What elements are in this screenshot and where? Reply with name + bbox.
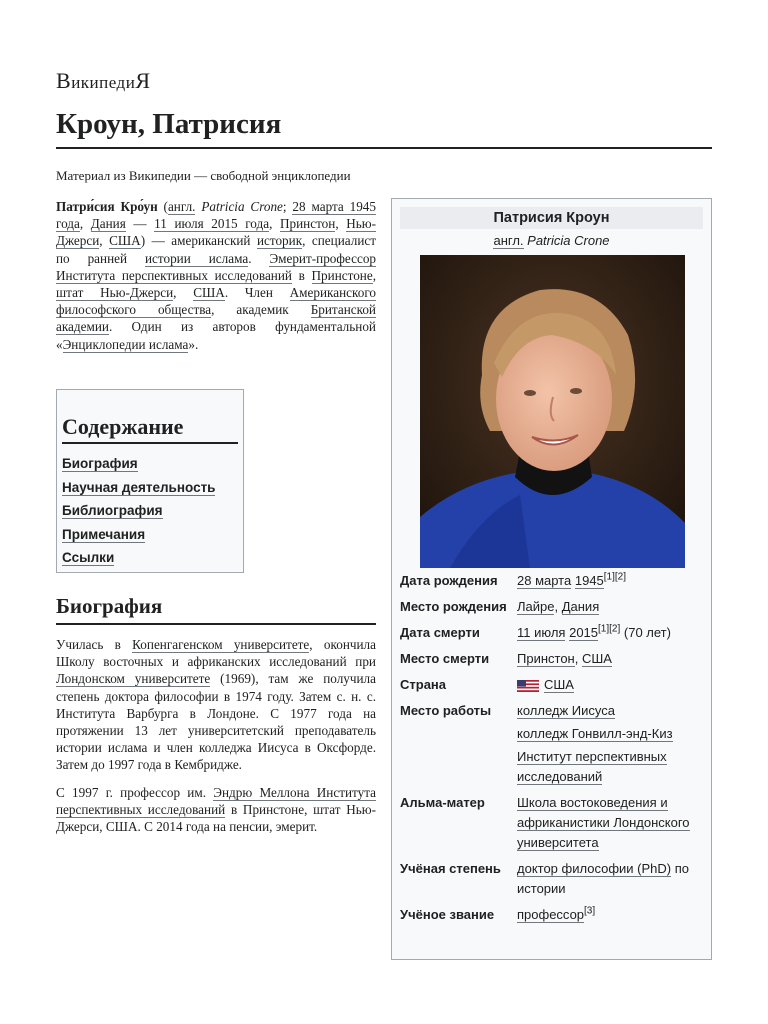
infobox-death-year-link[interactable]: 2015 [569, 625, 599, 640]
encyclopedia-link[interactable]: Энциклопедии ислама [62, 336, 189, 352]
toc-item-bibliography[interactable]: Библиография [62, 503, 163, 518]
infobox-title: Патрисия Кроун [400, 207, 703, 229]
infobox-row-rank: Учёное звание профессор[3] [400, 905, 596, 922]
english-name: Patricia Crone [201, 199, 283, 214]
wikipedia-wordmark[interactable]: ВикипедиЯ [56, 68, 151, 93]
usa-link[interactable]: США [193, 285, 225, 301]
institute-link[interactable]: Института перспективных исследований [56, 267, 292, 283]
subject-name: Патри́сия Кро́ун [56, 199, 158, 214]
infobox-row-work: Место работы колледж Иисуса колледж Гонвилл-энд-Киз Институт перспективных исследований [400, 703, 673, 784]
birth-date-link[interactable]: 28 марта 1945 года [56, 199, 376, 232]
infobox-rows [400, 571, 705, 931]
death-date-link[interactable]: 11 июля 2015 года [154, 216, 270, 232]
infobox-work-3[interactable]: Институт перспективных исследований [517, 749, 667, 784]
lead-paragraph: Патри́сия Кро́ун (англ. Patricia Crone; 28 марта 1945 года, Дания — 11 июля 2015 года, Принстон, Нью-Джерси, США) — американский историк, специалист по ранней истории ислама. Эмерит-профессор Института перспективных исследований в Принстоне, штат Нью-Джерси, США. Член Американского философского общества, академик Британской академии. Один из авторов фундаментальной «Энциклопедии ислама». [56, 199, 377, 352]
biography-paragraph-2: С 1997 г. профессор им. Эндрю Меллона Института перспективных исследований в Принстоне, штат Нью-Джерси, США. С 2014 года на пенсии, эмерит. [56, 784, 377, 835]
infobox-row-birth-date: Дата рождения 28 марта 1945[1][2] [400, 571, 627, 588]
infobox-row-death-place: Место смерти Принстон, США [400, 651, 612, 666]
infobox [391, 198, 712, 960]
infobox-birth-place-1[interactable]: Лайре [517, 599, 555, 614]
infobox-death-place-2[interactable]: США [581, 651, 612, 666]
infobox-birth-date-link[interactable]: 28 марта [517, 573, 572, 588]
infobox-work-2[interactable]: колледж Гонвилл-энд-Киз [517, 726, 673, 741]
rank-ref[interactable]: [3] [584, 905, 596, 917]
british-academy-link[interactable]: Британской академии [56, 302, 376, 335]
copenhagen-link[interactable]: Копенгагенском университете [132, 637, 310, 652]
infobox-degree-link[interactable]: доктор философии (PhD) [517, 861, 672, 876]
infobox-country-link[interactable]: США [544, 677, 574, 692]
infobox-work-1[interactable]: колледж Иисуса [517, 703, 615, 718]
nj-link[interactable]: штат Нью-Джерси [56, 285, 174, 301]
death-city-link[interactable]: Принстон [279, 216, 336, 232]
biography-paragraph-1: Училась в Копенгагенском университете, окончила Школу восточных и африканских исследований при Лондонском университете (1969), там же получила степень доктора философии в 1974 году. Затем с. н. с. Института Варбурга в Лондоне. С 1977 года на протяжении 13 лет университетский преподаватель истории ислама и член колледжа Иисуса в Оксфорде. Затем до 1997 года в Кембридже. [56, 637, 376, 773]
biography-text [56, 636, 376, 845]
section-heading-biography: Биография [56, 594, 376, 625]
page-tagline: Материал из Википедии — свободной энциклопедии [56, 168, 351, 183]
infobox-row-degree: Учёная степень доктор философии (PhD) по истории [400, 861, 690, 896]
infobox-rank-link[interactable]: профессор [517, 907, 585, 922]
infobox-birth-year-link[interactable]: 1945 [574, 573, 604, 588]
infobox-row-country: Страна США [400, 677, 574, 692]
aps-link[interactable]: Американского философского общества [56, 285, 376, 318]
london-university-link[interactable]: Лондонском университете [56, 671, 211, 687]
death-refs[interactable]: [1][2] [598, 623, 621, 635]
infobox-death-date-link[interactable]: 11 июля [517, 625, 566, 640]
infobox-death-place-1[interactable]: Принстон [517, 651, 575, 666]
table-of-contents [56, 389, 244, 573]
infobox-row-alma-mater: Альма-матер Школа востоковедения и африканистики Лондонского университета [400, 795, 690, 850]
islam-history-link[interactable]: истории ислама [145, 250, 249, 266]
birth-place-link[interactable]: Дания [90, 216, 126, 232]
infobox-subtitle: англ. Patricia Crone [493, 233, 610, 248]
infobox-row-death-date: Дата смерти 11 июля 2015[1][2] (70 лет) [400, 623, 671, 640]
lang-link[interactable]: англ. [167, 199, 196, 214]
death-state-link[interactable]: Нью-Джерси [56, 216, 376, 249]
us-flag-icon [517, 680, 539, 692]
toc-item-research[interactable]: Научная деятельность [62, 479, 216, 495]
infobox-lang-link[interactable]: англ. [493, 233, 524, 248]
toc-title: Содержание [62, 414, 238, 444]
historian-link[interactable]: историк [256, 233, 303, 249]
mellon-link[interactable]: Эндрю Меллона Института перспективных исследований [56, 784, 376, 817]
page-title: Кроун, Патрисия [56, 108, 712, 149]
infobox-birth-place-2[interactable]: Дания [561, 599, 600, 614]
toc-item-biography[interactable]: Биография [62, 456, 138, 471]
princeton-link[interactable]: Принстоне [311, 267, 373, 283]
toc-item-links[interactable]: Ссылки [62, 550, 115, 565]
birth-refs[interactable]: [1][2] [603, 571, 627, 583]
emeritus-link[interactable]: Эмерит-профессор [269, 250, 377, 266]
portrait-photo[interactable] [420, 255, 685, 568]
infobox-alma-link[interactable]: Школа востоковедения и африканистики Лондонского университета [517, 795, 690, 850]
infobox-row-birth-place: Место рождения Лайре, Дания [400, 599, 600, 614]
death-country-link[interactable]: США [109, 233, 141, 249]
toc-item-notes[interactable]: Примечания [62, 526, 146, 542]
